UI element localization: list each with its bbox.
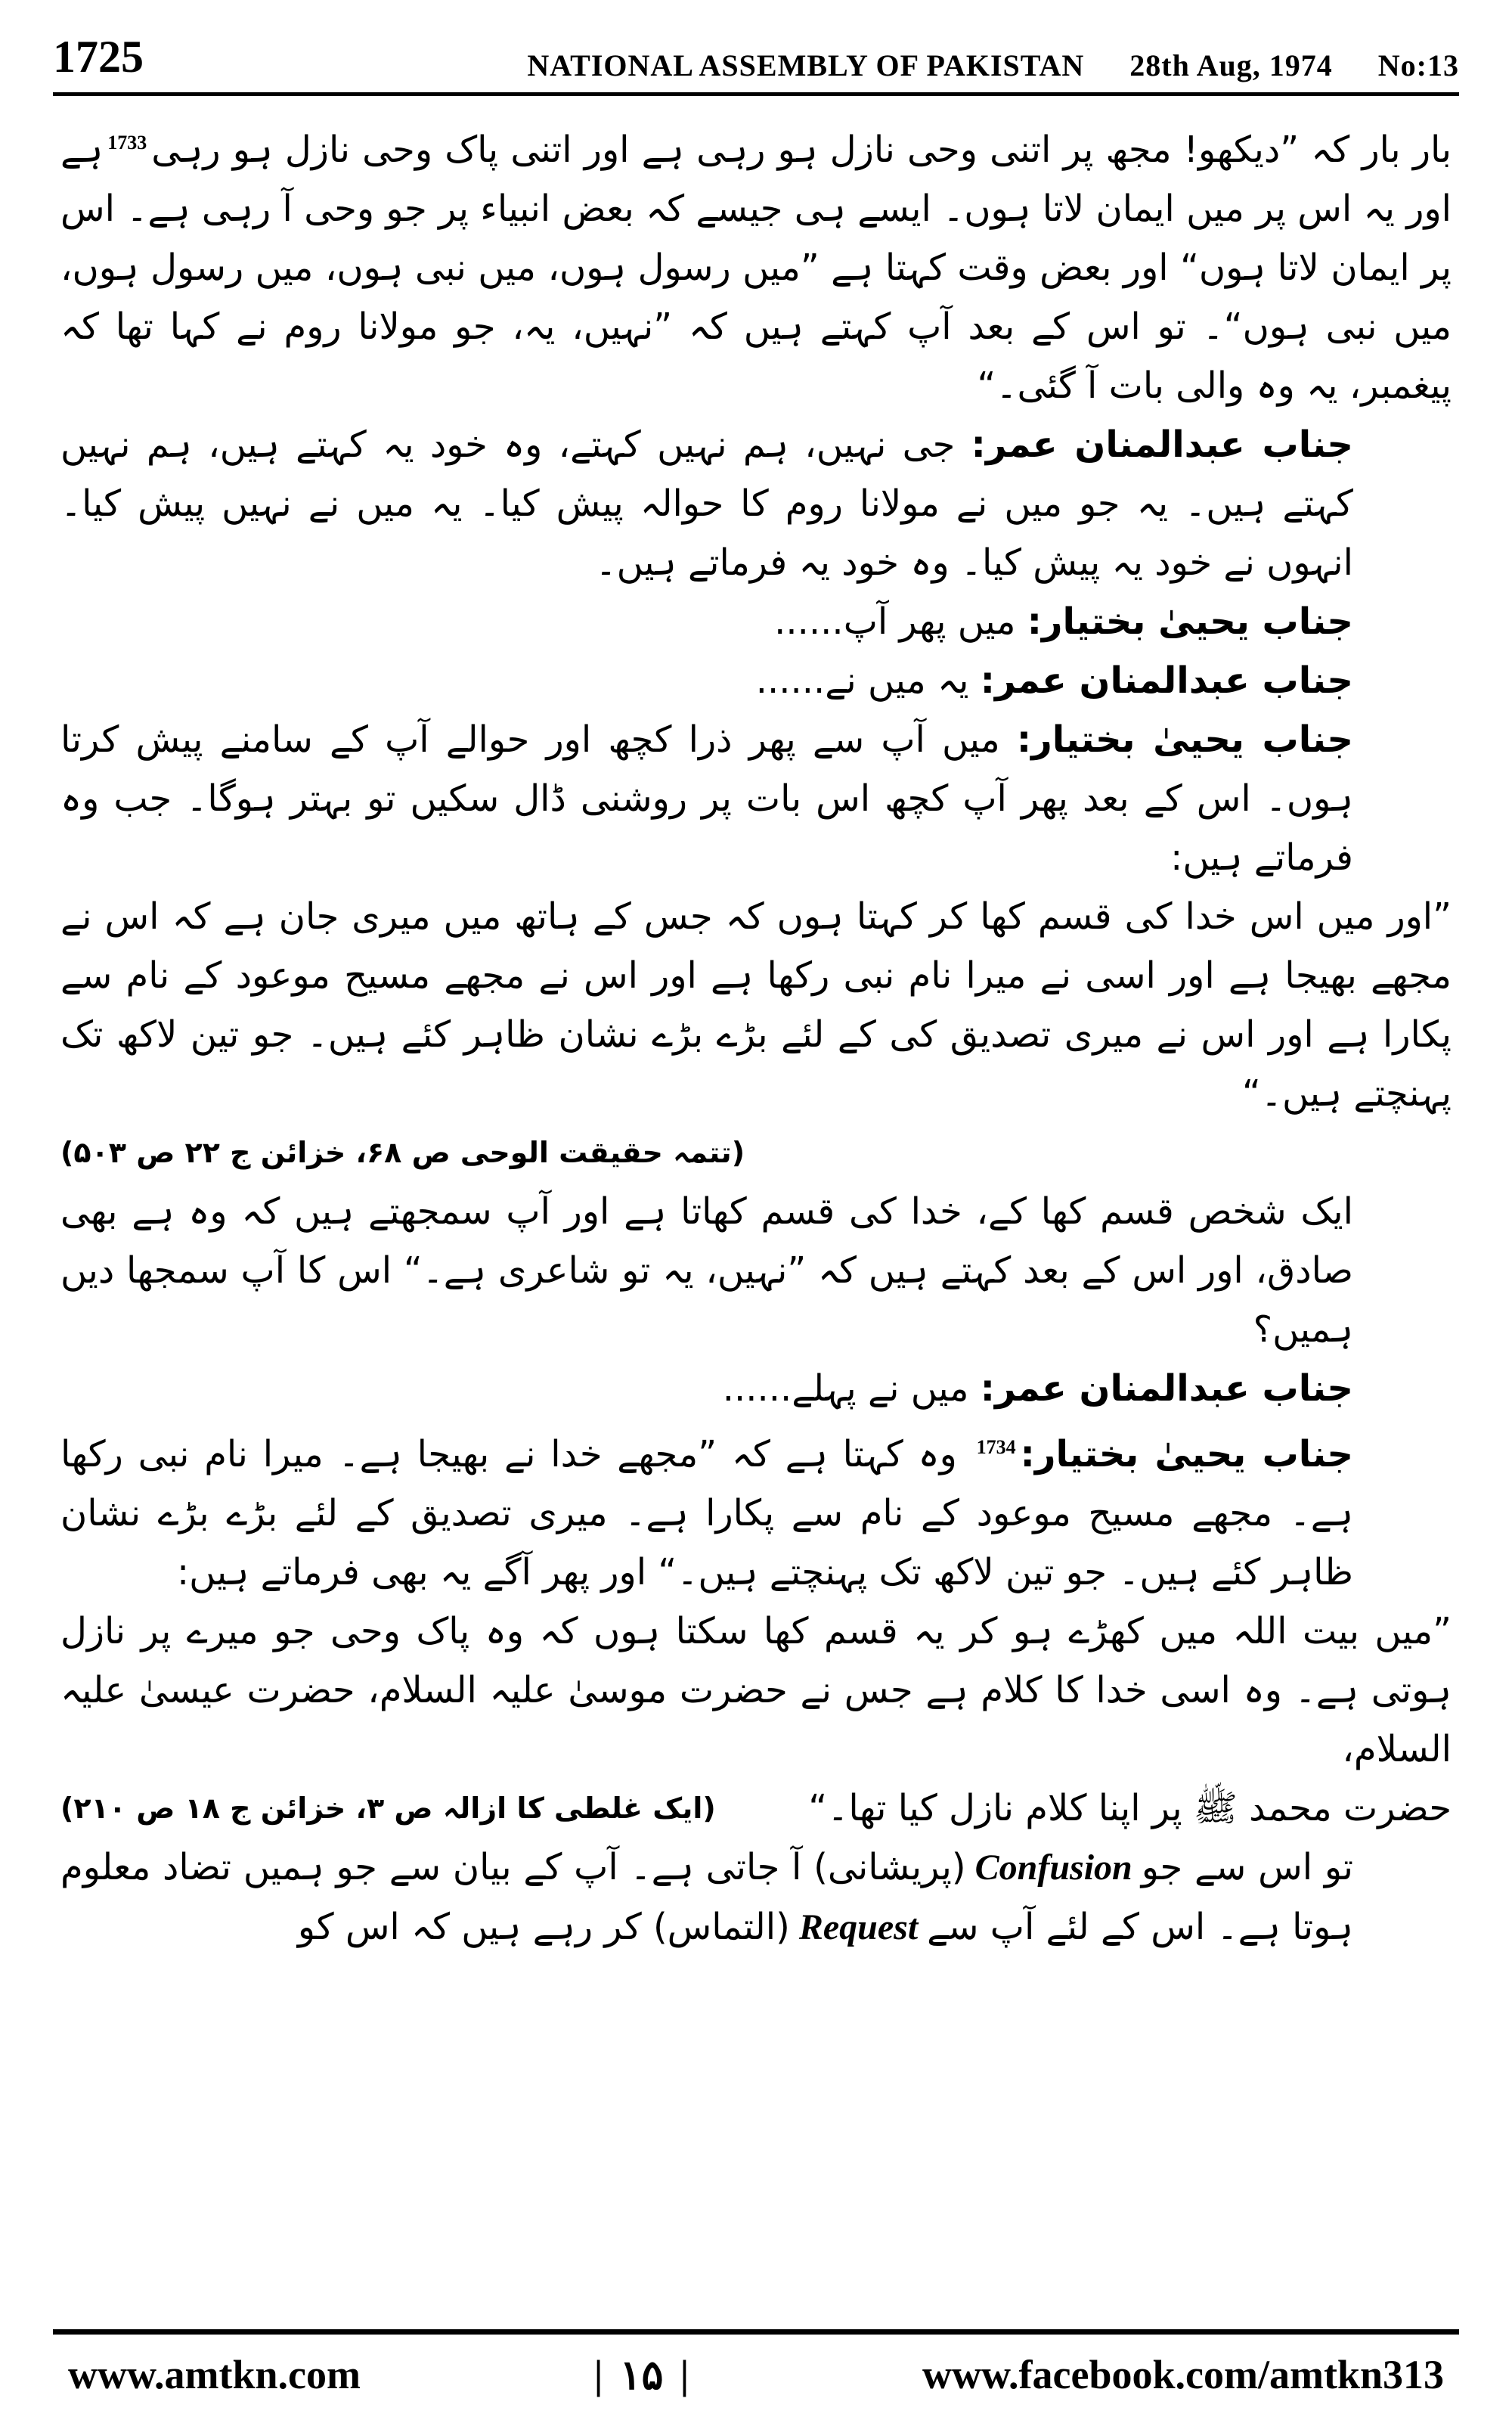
speaker-name: جناب عبدالمنان عمر:	[980, 659, 1353, 702]
speaker-turn: جناب عبدالمنان عمر: جی نہیں، ہم نہیں کہتے، وہ خود یہ کہتے ہیں، ہم نہیں کہتے ہیں۔ یہ جو میں نے مولانا روم کا حوالہ پیش کیا۔ یہ میں نے نہیں پیش کیا۔ انہوں نے خود یہ پیش کیا۔ وہ خود یہ فرماتے ہیں۔	[60, 424, 1353, 584]
speaker-turn: جناب یحییٰ بختیار: میں آپ سے پھر ذرا کچھ اور حوالے آپ کے سامنے پیش کرتا ہوں۔ اس کے بعد پھر آپ کچھ اس بات پر روشنی ڈال سکیں تو بہتر ہوگا۔ جب وہ فرماتے ہیں:	[60, 718, 1353, 879]
speaker-turn: جناب یحییٰ بختیار:$^{1734}$ وہ کہتا ہے کہ ”مجھے خدا نے بھیجا ہے۔ میرا نام نبی رکھا ہے۔ مجھے مسیح موعود کے نام سے پکارا ہے۔ میری تصدیق کے لئے بڑے بڑے نشان ظاہر کئے ہیں۔ جو تین لاکھ تک پہنچتے ہیں۔“ اور پھر آگے یہ بھی فرماتے ہیں:	[60, 1433, 1354, 1593]
speaker-name: جناب یحییٰ بختیار:	[1027, 600, 1353, 643]
page-footer	[68, 2348, 1444, 2401]
margin-page-marker: 1734	[976, 1436, 1016, 1458]
paragraph: ایک شخص قسم کھا کے، خدا کی قسم کھاتا ہے اور آپ سمجھتے ہیں کہ وہ ہے بھی صادق، اور اس کے بعد کہتے ہیں کہ ”نہیں، یہ تو شاعری ہے۔“ اس کا آپ سمجھا دیں ہمیں؟	[60, 1190, 1354, 1351]
english-term: Confusion	[974, 1848, 1132, 1888]
paragraph: بار بار کہ ”دیکھو! مجھ پر اتنی وحی نازل ہو رہی ہے اور اتنی پاک وحی نازل ہو رہی$^{1733}$ہے اور یہ اس پر میں ایمان لاتا ہوں۔ ایسے ہی جیسے کہ بعض انبیاء پر جو وحی آ رہی ہے۔ اس پر ایمان لاتا ہوں“ اور بعض وقت کہتا ہے ”میں رسول ہوں، میں نبی ہوں، میں رسول ہوں، میں نبی ہوں“۔ تو اس کے بعد آپ کہتے ہیں کہ ”نہیں، یہ، جو مولانا روم نے کہا تھا کہ پیغمبر، یہ وہ والی بات آ گئی۔“	[60, 129, 1452, 407]
page-header	[53, 30, 1459, 83]
header-rule	[53, 92, 1459, 96]
publication-title: NATIONAL ASSEMBLY OF PAKISTAN	[527, 48, 1085, 82]
facebook-link[interactable]: www.facebook.com/amtkn313	[922, 2352, 1444, 2397]
paragraph: تو اس سے جوConfusion(پریشانی) آ جاتی ہے۔ آپ کے بیان سے جو ہمیں تضاد معلوم ہوتا ہے۔ اس کے لئے آپ سےRequest(التماس) کر رہے ہیں کہ اس کو	[60, 1846, 1353, 1948]
footer-rule	[53, 2329, 1459, 2335]
margin-page-marker: 1733	[107, 132, 147, 154]
english-term: Request	[798, 1907, 919, 1947]
issue-number: No:13	[1377, 48, 1459, 82]
speaker-turn: جناب عبدالمنان عمر: یہ میں نے......	[755, 659, 1353, 702]
speaker-name: جناب یحییٰ بختیار:	[1020, 1433, 1354, 1475]
session-date: 28th Aug, 1974	[1129, 48, 1333, 82]
footer-page-number: ۱۵	[619, 2352, 664, 2398]
speaker-name: جناب یحییٰ بختیار:	[1016, 718, 1353, 761]
citation: (تتمہ حقیقت الوحی ص ۶۸، خزائن ج ۲۲ ص ۵۰۳)	[60, 1136, 745, 1169]
header-info	[527, 48, 1459, 83]
speaker-name: جناب عبدالمنان عمر:	[971, 424, 1353, 466]
speaker-name: جناب عبدالمنان عمر:	[980, 1367, 1353, 1410]
website-link[interactable]: www.amtkn.com	[68, 2352, 361, 2397]
speaker-turn: جناب عبدالمنان عمر: میں نے پہلے......	[722, 1367, 1353, 1410]
quotation: ”اور میں اس خدا کی قسم کھا کر کہتا ہوں کہ جس کے ہاتھ میں میری جان ہے کہ اس نے مجھے بھیجا ہے اور اسی نے میرا نام نبی رکھا ہے اور اس نے مجھے مسیح موعود کے نام سے پکارا ہے اور اس نے میری تصدیق کی کے لئے بڑے بڑے نشان ظاہر کئے ہیں۔ جو تین لاکھ تک پہنچتے ہیں۔“	[60, 895, 1452, 1115]
footer-page-marker: | ۱۵ |	[593, 2352, 689, 2398]
speaker-turn: جناب یحییٰ بختیار: میں پھر آپ......	[774, 600, 1353, 643]
quotation-end-row	[60, 1779, 1452, 1838]
quotation-end: حضرت محمد ﷺ پر اپنا کلام نازل کیا تھا۔“	[808, 1787, 1452, 1829]
document-body	[60, 113, 1452, 1957]
citation: (ایک غلطی کا ازالہ ص ۳، خزائن ج ۱۸ ص ۲۱۰)	[60, 1792, 716, 1825]
quotation: ”میں بیت اللہ میں کھڑے ہو کر یہ قسم کھا سکتا ہوں کہ وہ پاک وحی جو میرے پر نازل ہوتی ہے۔ وہ اسی خدا کا کلام ہے جس نے حضرت موسیٰ علیہ السلام، حضرت عیسیٰ علیہ السلام،	[60, 1610, 1452, 1770]
page-number: 1725	[53, 32, 144, 82]
